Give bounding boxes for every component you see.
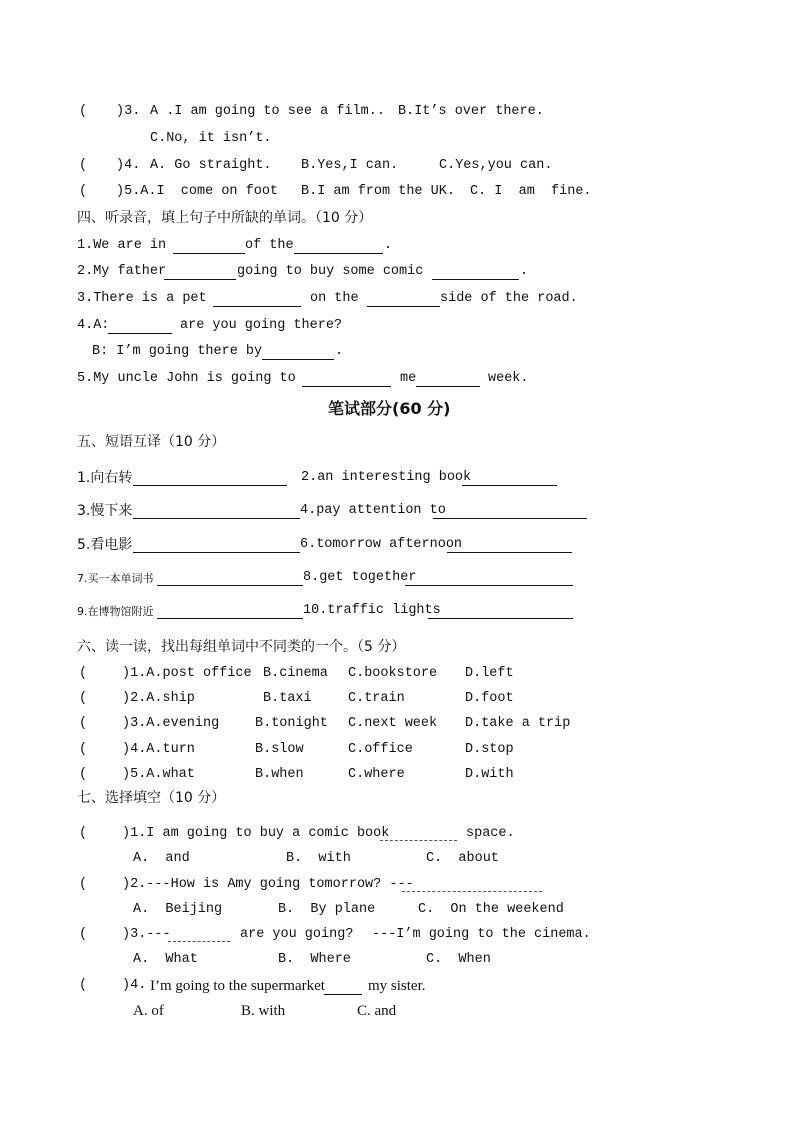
option-c: C.next week — [348, 716, 438, 731]
blank-line[interactable] — [367, 306, 440, 307]
option-a: )4.A.turn — [122, 742, 195, 757]
option-d: D.take a trip — [465, 716, 571, 731]
answer-paren: ( — [79, 826, 88, 841]
blank-line[interactable] — [173, 253, 245, 254]
section-5-header: 五、短语互译（10 分） — [77, 434, 226, 450]
question-stem: )2.---How is Amy going tomorrow? --- — [122, 877, 414, 892]
option-d: D.left — [465, 666, 514, 681]
option-d: D.stop — [465, 742, 514, 757]
written-part-title: 笔试部分(60 分) — [328, 399, 451, 418]
option-a: )5.A.what — [122, 767, 195, 782]
sentence-text: 5.My uncle John is going to — [77, 371, 296, 386]
option-b: B.slow — [255, 742, 304, 757]
blank-line[interactable] — [133, 552, 300, 553]
sentence-text: . — [335, 344, 344, 359]
section-7-header: 七、选择填空（10 分） — [77, 790, 226, 806]
blank-line[interactable] — [262, 359, 334, 360]
option-b: B.tonight — [255, 716, 328, 731]
sentence-text: are you going there? — [180, 318, 343, 333]
option-c: C.where — [348, 767, 405, 782]
option-a: A. Beijing — [133, 902, 223, 917]
option-b: B.Yes,I can. — [301, 158, 399, 173]
option-a: )3.A.evening — [122, 716, 220, 731]
option-a: A. What — [133, 952, 198, 967]
sentence-text: 4.A: — [77, 318, 110, 333]
answer-paren: ( — [79, 927, 88, 942]
option-c: C. and — [357, 1003, 397, 1019]
option-b: B.It’s over there. — [398, 104, 544, 119]
option-b: B.I am from the UK. — [301, 184, 455, 199]
blank-line[interactable] — [157, 585, 303, 586]
phrase-item: 6.tomorrow afternoon — [300, 537, 463, 552]
section-4-header: 四、听录音，填上句子中所缺的单词。（10 分） — [77, 210, 373, 226]
blank-line[interactable] — [302, 386, 391, 387]
phrase-item: 1.向右转 — [77, 470, 133, 486]
option-a: A. and — [133, 851, 190, 866]
sentence-text: of the — [245, 238, 294, 253]
sentence-text: . — [384, 238, 393, 253]
blank-line[interactable] — [447, 552, 572, 553]
blank-line[interactable] — [294, 253, 383, 254]
option-a: )2.A.ship — [122, 691, 195, 706]
question-stem: are you going? — [240, 927, 354, 942]
blank-line[interactable] — [432, 279, 519, 280]
option-c: C. about — [426, 851, 499, 866]
answer-paren: ( — [79, 691, 88, 706]
question-option-a: )5.A.I come on foot — [116, 184, 279, 199]
answer-paren: ( — [79, 742, 88, 757]
answer-paren: ( — [79, 716, 88, 731]
blank-line[interactable] — [324, 994, 362, 995]
answer-paren: ( — [79, 666, 88, 681]
phrase-item: 9.在博物馆附近 — [77, 605, 154, 618]
question-number: )4. — [116, 158, 141, 173]
section-6-header: 六、读一读，找出每组单词中不同类的一个。（5 分） — [77, 639, 406, 655]
question-stem: )1.I am going to buy a comic book — [122, 826, 390, 841]
blank-line[interactable] — [133, 485, 287, 486]
option-b: B. with — [286, 851, 351, 866]
question-stem: I’m going to the supermarket — [150, 978, 325, 994]
option-b: B. By plane — [278, 902, 376, 917]
option-c: C. I am fine. — [470, 184, 592, 199]
question-stem: space. — [466, 826, 515, 841]
blank-line[interactable] — [402, 891, 542, 892]
option-d: D.with — [465, 767, 514, 782]
option-b: B.when — [255, 767, 304, 782]
option-a: )1.A.post office — [122, 666, 252, 681]
phrase-item: 7.买一本单词书 — [77, 572, 154, 585]
blank-line[interactable] — [428, 618, 573, 619]
phrase-item: 5.看电影 — [77, 537, 133, 553]
option-c: C.office — [348, 742, 413, 757]
blank-line[interactable] — [380, 840, 457, 841]
option-b: B. Where — [278, 952, 351, 967]
sentence-text: 3.There is a pet — [77, 291, 207, 306]
option-c: C.bookstore — [348, 666, 438, 681]
blank-line[interactable] — [164, 279, 236, 280]
blank-line[interactable] — [133, 518, 300, 519]
answer-paren: ( — [79, 978, 88, 993]
phrase-item: 2.an interesting book — [301, 470, 472, 485]
question-number: )4. — [122, 978, 147, 993]
phrase-item: 10.traffic lights — [303, 603, 441, 618]
option-b: B. with — [241, 1003, 286, 1019]
blank-line[interactable] — [433, 518, 587, 519]
sentence-text: . — [520, 264, 529, 279]
sentence-text: 1.We are in — [77, 238, 167, 253]
option-c: C.Yes,you can. — [439, 158, 553, 173]
option-c: C.No, it isn’t. — [150, 131, 272, 146]
sentence-text: on the — [310, 291, 359, 306]
phrase-item: 4.pay attention to — [300, 503, 446, 518]
option-c: C. When — [426, 952, 491, 967]
sentence-text: me — [400, 371, 417, 386]
blank-line[interactable] — [108, 333, 172, 334]
question-answer: ---I’m going to the cinema. — [372, 927, 591, 942]
question-stem: my sister. — [368, 978, 426, 994]
option-b: B.taxi — [263, 691, 312, 706]
blank-line[interactable] — [416, 386, 480, 387]
option-c: C.train — [348, 691, 405, 706]
answer-paren: ( — [79, 158, 88, 173]
answer-paren: ( — [79, 184, 88, 199]
sentence-text: going to buy some comic — [237, 264, 424, 279]
question-stem: )3.--- — [122, 927, 171, 942]
option-c: C. On the weekend — [418, 902, 564, 917]
answer-paren: ( — [79, 767, 88, 782]
option-a: A. of — [133, 1003, 164, 1019]
sentence-text: side of the road. — [440, 291, 578, 306]
option-b: B.cinema — [263, 666, 328, 681]
blank-line[interactable] — [462, 485, 557, 486]
answer-paren: ( — [79, 104, 88, 119]
option-a: A .I am going to see a film.. — [150, 104, 385, 119]
sentence-text: week. — [488, 371, 529, 386]
blank-line[interactable] — [157, 618, 303, 619]
option-d: D.foot — [465, 691, 514, 706]
question-number: )3. — [116, 104, 141, 119]
answer-paren: ( — [79, 877, 88, 892]
blank-line[interactable] — [168, 941, 230, 942]
blank-line[interactable] — [405, 585, 573, 586]
phrase-item: 3.慢下来 — [77, 503, 133, 519]
blank-line[interactable] — [213, 306, 301, 307]
sentence-text: 2.My father — [77, 264, 167, 279]
phrase-item: 8.get together — [303, 570, 417, 585]
option-a: A. Go straight. — [150, 158, 272, 173]
sentence-text: B: I’m going there by — [92, 344, 263, 359]
